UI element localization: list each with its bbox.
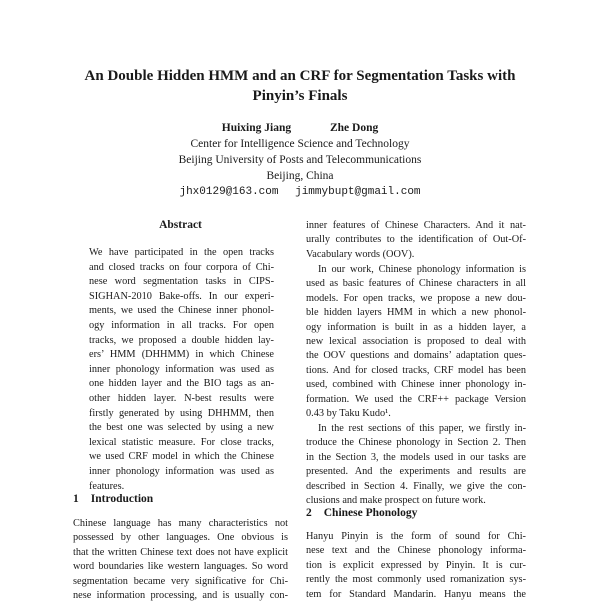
body-line: troduce the Chinese phonology in Section 2. Then <box>306 437 526 449</box>
body-line: word boundaries like western languages. So word <box>73 561 288 573</box>
section-2-heading <box>306 507 417 519</box>
abstract-line: SIGHAN-2010 Bake-offs. In our experi- <box>89 290 274 302</box>
email: jhx0129@163.com <box>179 186 279 198</box>
body-line: In the rest sections of this paper, we firstly in- <box>318 423 526 434</box>
abstract-line: lexical statistic measure. For close tracks, <box>89 436 274 448</box>
title-line: An Double Hidden HMM and an CRF for Segmentation Tasks with <box>84 68 516 84</box>
paper-title <box>60 66 540 106</box>
author-name: Huixing Jiang <box>221 122 292 134</box>
right-paragraph-3 <box>306 422 526 508</box>
section-title: Introduction <box>90 493 154 505</box>
body-line: Chinese language has many characteristics not <box>73 518 288 529</box>
body-line: rently the most commonly used romanization sys- <box>306 574 526 586</box>
title-line: Pinyin’s Finals <box>252 88 348 104</box>
section-2-body <box>306 530 526 602</box>
body-line: urally contributes to the identification of Out-Of- <box>306 234 526 246</box>
body-line: possessed by other languages. One obvious is <box>73 532 288 544</box>
abstract-line: ogy information in all tracks. For open <box>89 319 274 331</box>
body-line: Hanyu Pinyin is the form of sound for Chi- <box>306 531 526 542</box>
body-line: formation. We used the CRF++ package Version <box>306 393 526 405</box>
body-line: nese information processing, and is usually con- <box>73 590 288 602</box>
abstract-line: and closed tracks on four corpora of Chi- <box>89 261 274 273</box>
body-line: in the Section 3, the models used in our tasks are <box>306 451 526 463</box>
section-number: 2 <box>306 507 312 519</box>
abstract-line: inner phonology information was used as <box>89 363 274 375</box>
body-line: the OOV questions and domains’ adaptation ques- <box>306 350 526 362</box>
body-line: models. For open tracks, we propose a new dou- <box>306 292 526 304</box>
body-line: inner features of Chinese Characters. And it nat- <box>306 220 526 231</box>
abstract-line: firstly generated by using DHHMM, then <box>89 407 274 419</box>
abstract-line: we used CRF model in which the Chinese <box>89 451 274 463</box>
body-line: nese text and the Chinese phonology informa- <box>306 545 526 557</box>
body-line: presented. And the experiments and results are <box>306 466 526 478</box>
body-line: used, combined with Chinese inner phonology in- <box>306 379 526 391</box>
abstract-line: features. <box>89 480 125 492</box>
abstract-line: ments, we used the Chinese inner phonol- <box>89 305 274 317</box>
body-line: used as basic features of Chinese characters in all <box>306 278 526 290</box>
abstract-heading: Abstract <box>159 219 202 231</box>
body-line: segmentation became very significative for Chi- <box>73 575 288 587</box>
author-names <box>60 120 540 136</box>
body-line: ogy information is built in as a hidden layer, a <box>306 321 526 333</box>
body-line: 0.43 by Taku Kudo¹. <box>306 408 391 420</box>
author-emails <box>60 184 540 200</box>
body-line: Vacabulary words (OOV). <box>306 248 415 260</box>
body-line: clusions and make prospect on future work. <box>306 495 486 507</box>
abstract-line: tracks, we proposed a double hidden lay- <box>89 334 274 346</box>
right-paragraph-1 <box>306 219 526 262</box>
abstract-line: one hidden layer and the BIO tags as an- <box>89 378 274 390</box>
affiliation-line: Center for Intelligence Science and Technology <box>190 138 410 150</box>
affiliation-line: Beijing, China <box>266 170 334 182</box>
body-line: new lexical association is proposed to deal with <box>306 336 526 348</box>
abstract-line: We have participated in the open tracks <box>89 247 274 258</box>
section-title: Chinese Phonology <box>323 507 418 519</box>
section-number: 1 <box>73 493 79 505</box>
body-line: tion is explicit expressed by Pinyin. It is cur- <box>306 559 526 571</box>
author-name: Zhe Dong <box>329 122 379 134</box>
body-line: described in Section 4. Finally, we give the con- <box>306 480 526 492</box>
body-line: ble hidden layers HMM in which a new phonol- <box>306 307 526 319</box>
abstract-line: the best one was selected by using a new <box>89 422 274 434</box>
abstract-line: other hidden layer. N-best results were <box>89 392 274 404</box>
email: jimmybupt@gmail.com <box>295 186 421 198</box>
abstract-body <box>89 246 274 494</box>
body-line: In our work, Chinese phonology information is <box>318 264 526 275</box>
body-line: tions. And for closed tracks, CRF model has been <box>306 364 526 376</box>
body-line: that the written Chinese text does not have explicit <box>73 546 288 558</box>
abstract-line: ers’ HMM (DHHMM) in which Chinese <box>89 349 274 361</box>
author-block <box>60 120 540 200</box>
abstract-line: nese word segmentation tasks in CIPS- <box>89 276 274 288</box>
right-paragraph-2 <box>306 263 526 421</box>
abstract-line: inner phonology information was used as <box>89 465 274 477</box>
affiliation-line: Beijing University of Posts and Telecommunications <box>178 154 422 166</box>
section-1-heading <box>73 493 153 505</box>
body-line: tem for Standard Mandarin. Hanyu means the <box>306 588 526 600</box>
section-1-body <box>73 517 288 603</box>
